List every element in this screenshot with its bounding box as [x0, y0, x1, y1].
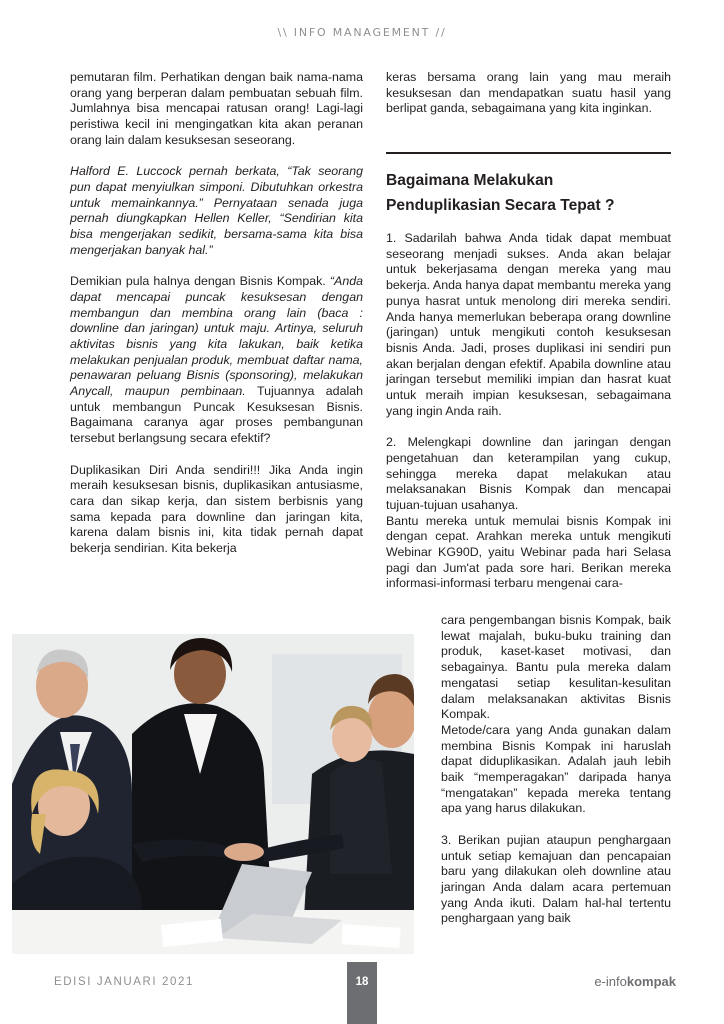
point-1: 1. Sadarilah bahwa Anda tidak dapat membuat seseorang menjadi sukses. Anda akan belajar untuk bekerjasama dengan mereka yang mau bekerja. Anda hanya dapat membantu mereka yang punya hasrat untuk menolong diri mereka sendiri. Anda hanya memerlukan beberapa orang downline (jaringan) untuk mengikuti contoh kesuksesan bisnis Anda. Jadi, proses duplikasi ini sendiri pun akan berjalan dengan efektif. Apabila downline atau jaringan tersebut memiliki impian dan hasrat kuat untuk meraih impian kesuksesan, sebagaimana yang ingin Anda raih.	[386, 231, 671, 418]
right-column-narrow	[441, 613, 671, 927]
heading-line: Penduplikasian Secara Tepat ?	[386, 197, 615, 214]
quote-text: Halford E. Luccock pernah berkata, “Tak seorang pun dapat menyiulkan simponi. Dibutuhkan orkestra untuk memainkannya.” Pernyataan senada juga pernah diungkapkan Hellen Keller, “Sendirian kita bisa mengerjakan sedikit, bersama-sama kita bisa mengerjakan banyak hal.”	[70, 164, 363, 257]
page-number: 18	[355, 976, 369, 988]
heading-line: Bagaimana Melakukan	[386, 172, 554, 189]
brand-logo	[594, 974, 676, 989]
paragraph: Duplikasikan Diri Anda sendiri!!! Jika Anda ingin meraih kesuksesan bisnis, duplikasikan antusiasme, cara dan sikap kerja, dan sistem berbisnis yang sama kepada para downline dan jaringan kita, karena dalam bisnis ini, kita tidak pernah dapat bekerja sendirian. Kita bekerja	[70, 462, 363, 556]
paragraph	[70, 274, 363, 447]
page-number-box	[347, 962, 377, 1024]
left-column	[70, 70, 363, 557]
section-header: \\ INFO MANAGEMENT //	[277, 26, 447, 39]
paragraph-tail: Tujuannya adalah untuk membangun Puncak Kesuksesan Bisnis. Bagaimana caranya agar proses pembangunan tersebut berlangsung secara efektif?	[70, 384, 363, 446]
brand-suffix: kompak	[626, 974, 676, 989]
section-heading	[386, 168, 676, 218]
point-3: 3. Berikan pujian ataupun penghargaan untuk setiap kemajuan dan pencapaian baru yang dilakukan oleh downline atau jaringan Anda dalam acara pertemuan yang Anda ikuti. Dalam hal-hal tertentu penghargaan yang baik	[441, 832, 671, 926]
right-column-main	[386, 231, 671, 592]
paragraph: pemutaran film. Perhatikan dengan baik nama-nama orang yang berperan dalam pembuatan sebuah film. Jumlahnya bisa mencapai ratusan orang! Lagi-lagi peristiwa kecil ini mengingatkan kita akan peranan orang lain dalam kesuksesan seseorang.	[70, 70, 363, 147]
photo-illustration	[12, 634, 414, 954]
point-2-method: Metode/cara yang Anda gunakan dalam membina Bisnis Kompak ini haruslah dapat diduplikasikan. Adalah jauh lebih baik “memperagakan” daripada hanya “mengatakan” kepada mereka tentang apa yang harus dilakukan.	[441, 722, 671, 816]
edition-label: EDISI JANUARI 2021	[54, 976, 195, 988]
brand-prefix: e-info	[594, 974, 627, 989]
paragraph-italic: “Anda dapat mencapai puncak kesuksesan dengan membangun dan membina orang lain (baca : downline dan jaringan) untuk maju. Artinya, seluruh aktivitas bisnis yang kita lakukan, baik ketika melakukan penjualan produk, membuat daftar nama, penawaran peluang Bisnis (sponsoring), melakukan Anycall, maupun pembinaan.	[70, 274, 363, 399]
quote-paragraph	[70, 164, 363, 258]
paragraph: keras bersama orang lain yang mau meraih kesuksesan dan mendapatkan suatu hasil yang berlipat ganda, sebagaimana yang kita inginkan.	[386, 70, 671, 116]
point-2-continued: Bantu mereka untuk memulai bisnis Kompak ini dengan cepat. Arahkan mereka untuk mengikuti Webinar KG90D, yaitu Webinar pada hari Selasa pagi dan Jum'at pada sore hari. Berikan mereka informasi-informasi terbaru mengenai cara-	[386, 513, 671, 591]
paragraph-lead: Demikian pula halnya dengan Bisnis Kompak.	[70, 274, 330, 289]
point-2-continued: cara pengembangan bisnis Kompak, baik lewat majalah, buku-buku training dan produk, kaset-kaset motivasi, dan sebagainya. Bantu pula mereka dalam mengatasi setiap kesulitan-kesulitan dalam melaksanakan aktivitas Bisnis Kompak.	[441, 613, 671, 722]
point-2: 2. Melengkapi downline dan jaringan dengan pengetahuan dan keterampilan yang cukup, sehingga mereka dapat melakukan atau melaksanakan Bisnis Kompak dan mencapai tujuan-tujuan usahanya.	[386, 435, 671, 512]
right-column-top	[386, 70, 671, 117]
section-divider	[386, 152, 671, 154]
business-handshake-photo	[12, 634, 414, 954]
